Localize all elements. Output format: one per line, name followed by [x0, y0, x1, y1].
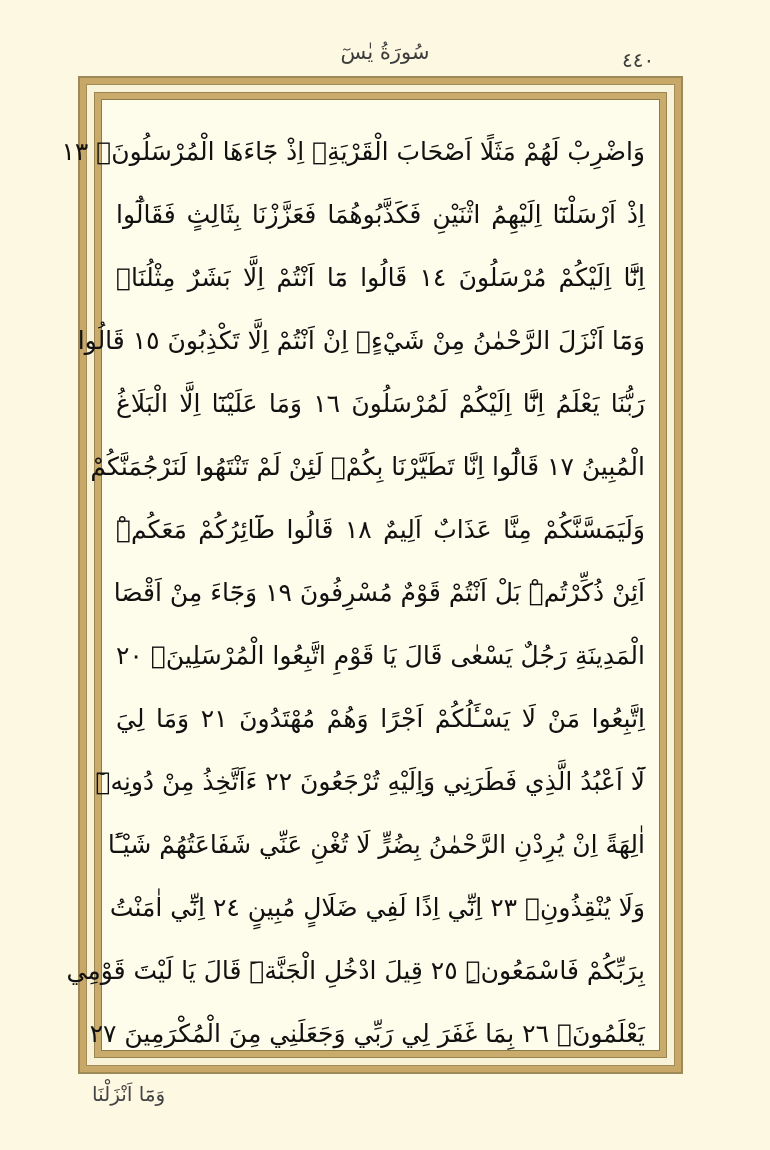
- text-line: اَئِنْ ذُكِّرْتُمْۜ بَلْ اَنْتُمْ قَوْمٌ مُسْرِفُونَ ١٩ وَجَٓاءَ مِنْ اَقْصَا: [113, 578, 645, 607]
- text-panel: [61, 99, 660, 1051]
- footer-catchword: وَمَٓا اَنْزَلْنَا: [92, 1082, 166, 1106]
- frame-gold-band: [61, 92, 667, 1058]
- text-line: بِرَبِّكُمْ فَاسْمَعُونِۜ ٢٥ قِيلَ ادْخُلِ الْجَنَّةَۜ قَالَ يَا لَيْتَ قَوْمِي: [66, 956, 645, 985]
- text-line: يَعْلَمُونَۙ ٢٦ بِمَا غَفَرَ لِي رَبِّي وَجَعَلَنِي مِنَ الْمُكْرَمِينَ ٢٧: [89, 1019, 645, 1048]
- text-line: اِنَّٓا اِلَيْكُمْ مُرْسَلُونَ ١٤ قَالُوا مَٓا اَنْتُمْ اِلَّا بَشَرٌ مِثْلُنَاۙ: [116, 263, 645, 292]
- text-line: وَمَٓا اَنْزَلَ الرَّحْمٰنُ مِنْ شَيْءٍۙ اِنْ اَنْتُمْ اِلَّا تَكْذِبُونَ ١٥ قَالُوا: [77, 326, 645, 355]
- text-line: اٰلِهَةً اِنْ يُرِدْنِ الرَّحْمٰنُ بِضُرٍّ لَا تُغْنِ عَنِّي شَفَاعَتُهُمْ شَيْـًٔا: [107, 830, 645, 859]
- text-line: وَلَا يُنْقِذُونِۚ ٢٣ اِنِّٓي اِذًا لَفِي ضَلَالٍ مُبِينٍ ٢٤ اِنِّٓي اٰمَنْتُ: [109, 893, 645, 922]
- text-line: الْمَدِينَةِ رَجُلٌ يَسْعٰى قَالَ يَا قَوْمِ اتَّبِعُوا الْمُرْسَلِينَۙ ٢٠: [116, 641, 645, 670]
- text-line: وَاضْرِبْ لَهُمْ مَثَلًا اَصْحَابَ الْقَرْيَةِۢ اِذْ جَٓاءَهَا الْمُرْسَلُونَۚ ١٣: [61, 137, 645, 166]
- text-line: لَٓا اَعْبُدُ الَّذِي فَطَرَنِي وَاِلَيْهِ تُرْجَعُونَ ٢٢ ءَاَتَّخِذُ مِنْ دُونِه۪ٓ: [95, 767, 645, 796]
- text-line: رَبُّنَا يَعْلَمُ اِنَّٓا اِلَيْكُمْ لَمُرْسَلُونَ ١٦ وَمَا عَلَيْنَٓا اِلَّا الْبَلَاغُ: [116, 389, 645, 418]
- frame-border: [61, 84, 675, 1066]
- page-frame: [61, 76, 683, 1074]
- verse-lines: [61, 118, 646, 1048]
- text-line: اِذْ اَرْسَلْنَٓا اِلَيْهِمُ اثْنَيْنِ فَكَذَّبُوهُمَا فَعَزَّزْنَا بِثَالِثٍ فَقَالُٓوا: [116, 200, 645, 229]
- surah-name: سُورَةُ يٰسٓ: [340, 40, 430, 64]
- text-line: الْمُبِينُ ١٧ قَالُٓوا اِنَّا تَطَيَّرْنَا بِكُمْۚ لَئِنْ لَمْ تَنْتَهُوا لَنَرْجُمَنَّكُمْ: [90, 452, 645, 481]
- page-number: ٤٤٠: [622, 48, 655, 72]
- page-header: [0, 40, 770, 80]
- text-line: وَلَيَمَسَّنَّكُمْ مِنَّا عَذَابٌ اَلِيمٌ ١٨ قَالُوا طَٓائِرُكُمْ مَعَكُمْۜ: [116, 515, 645, 544]
- text-line: اِتَّبِعُوا مَنْ لَا يَسْـَٔلُكُمْ اَجْرًا وَهُمْ مُهْتَدُونَ ٢١ وَمَا لِيَ: [116, 704, 646, 733]
